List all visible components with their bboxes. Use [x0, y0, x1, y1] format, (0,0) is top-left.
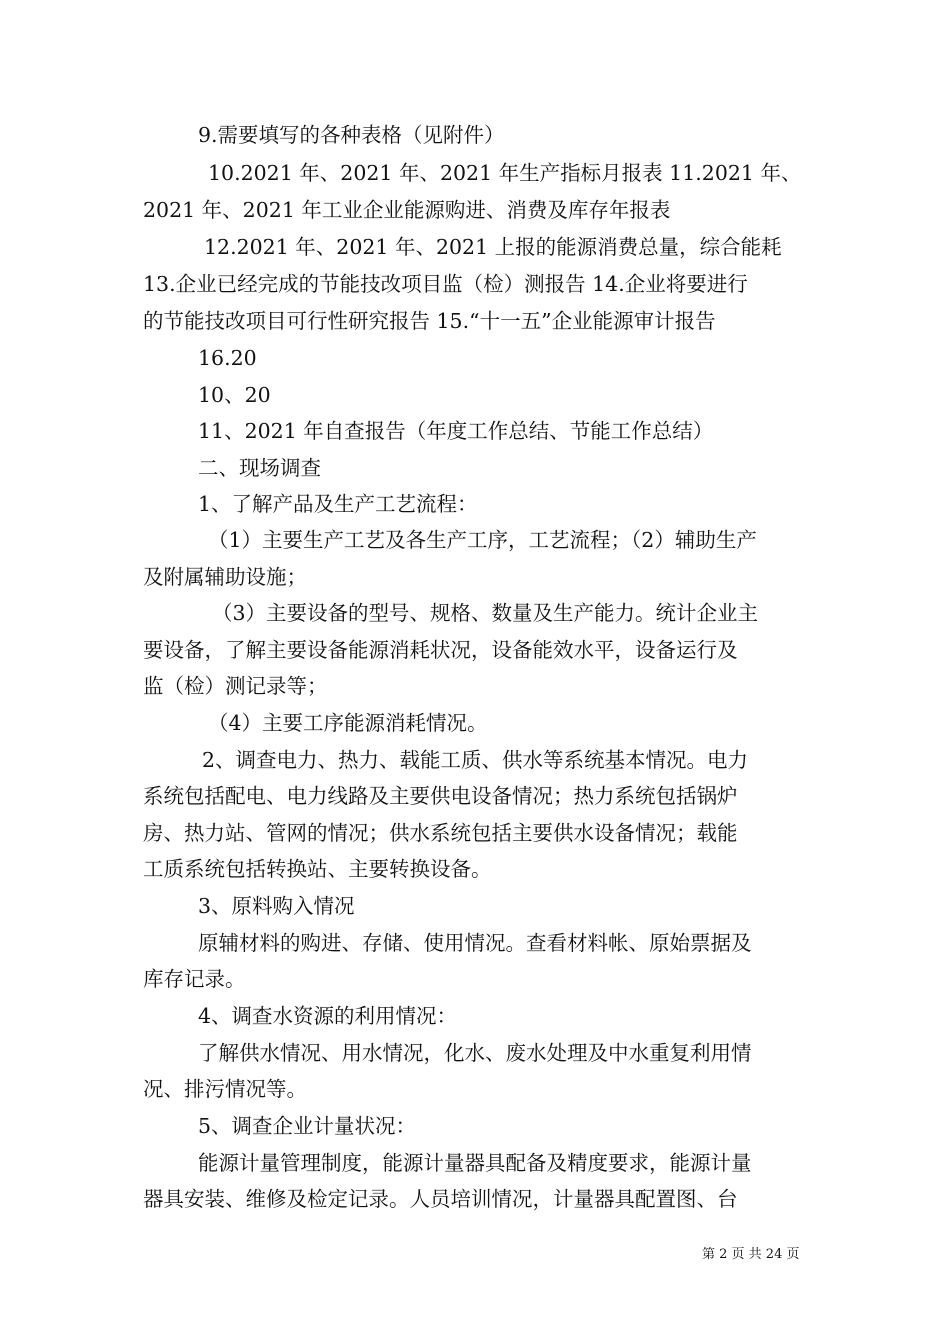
text-line: （1）主要生产工艺及各生产工序，工艺流程；（2）辅助生产: [208, 528, 757, 552]
text-line: 监（检）测记录等；: [143, 674, 328, 698]
text-line: 房、热力站、管网的情况；供水系统包括主要供水设备情况；载能: [143, 821, 738, 845]
section-heading: 二、现场调查: [198, 456, 321, 480]
text-line: 要设备，了解主要设备能源消耗状况，设备能效水平，设备运行及: [143, 638, 738, 662]
text-line: 工质系统包括转换站、主要转换设备。: [143, 857, 492, 881]
text-line: 12.2021 年、2021 年、2021 上报的能源消费总量，综合能耗: [204, 235, 782, 259]
text-line: 了解供水情况、用水情况，化水、废水处理及中水重复利用情: [198, 1041, 752, 1065]
text-line: 2021 年、2021 年工业企业能源购进、消费及库存年报表: [143, 198, 671, 222]
subsection-heading: 2、调查电力、热力、载能工质、供水等系统基本情况。电力: [202, 748, 749, 772]
subsection-heading: 5、调查企业计量状况：: [198, 1114, 417, 1138]
text-line: 16.20: [198, 346, 257, 370]
text-line: 能源计量管理制度，能源计量器具配备及精度要求，能源计量: [198, 1151, 752, 1175]
page-number: 第 2 页 共 24 页: [702, 1247, 800, 1262]
text-line: 器具安装、维修及检定记录。人员培训情况，计量器具配置图、台: [143, 1187, 738, 1211]
text-line: 况、排污情况等。: [143, 1077, 307, 1101]
text-line: 10、20: [198, 383, 271, 407]
text-line: （3）主要设备的型号、规格、数量及生产能力。统计企业主: [212, 601, 759, 625]
text-line: 10.2021 年、2021 年、2021 年生产指标月报表 11.2021 年、: [208, 161, 802, 185]
text-line: 库存记录。: [143, 967, 246, 991]
text-line: 及附属辅助设施；: [143, 565, 307, 589]
text-line: 系统包括配电、电力线路及主要供电设备情况；热力系统包括锅炉: [143, 784, 738, 808]
text-line: 13.企业已经完成的节能技改项目监（检）测报告 14.企业将要进行: [143, 272, 748, 296]
text-line: 原辅材料的购进、存储、使用情况。查看材料帐、原始票据及: [198, 931, 752, 955]
subsection-heading: 4、调查水资源的利用情况：: [198, 1004, 458, 1028]
text-line: 的节能技改项目可行性研究报告 15.“十一五”企业能源审计报告: [143, 309, 716, 333]
text-line: 9.需要填写的各种表格（见附件）: [198, 123, 505, 147]
subsection-heading: 1、了解产品及生产工艺流程：: [198, 492, 478, 516]
subsection-heading: 3、原料购入情况: [198, 894, 355, 918]
text-line: （4）主要工序能源消耗情况。: [208, 711, 488, 735]
text-line: 11、2021 年自查报告（年度工作总结、节能工作总结）: [198, 419, 714, 443]
